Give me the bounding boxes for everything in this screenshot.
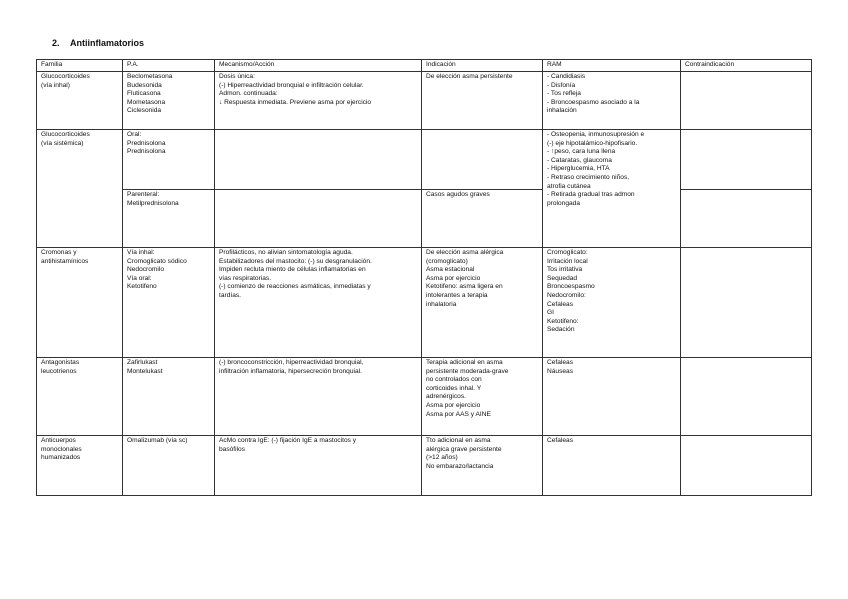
table-row — [37, 248, 812, 358]
section-heading — [52, 38, 144, 48]
cell-line: inhalación — [547, 107, 577, 115]
cell-contraindicacion — [681, 248, 812, 358]
cell-familia — [37, 130, 123, 248]
cell-contraindicacion — [681, 436, 812, 496]
cell-indicacion — [422, 358, 543, 436]
cell-line: - Retraso crecimiento niños, — [547, 173, 630, 181]
cell-line: Asma por ejercicio — [426, 274, 481, 282]
cell-line: Profilácticos, no alivian sintomatología aguda. — [219, 249, 353, 256]
cell-line: Glucocorticoides — [41, 73, 90, 80]
cell-line: - ↑peso, cara luna llena — [547, 148, 616, 156]
cell-line: Cromonas y — [41, 249, 77, 256]
cell-line: Sedación — [547, 326, 575, 334]
cell-contraindicacion — [681, 72, 812, 130]
cell-line: Tos irritativa — [547, 266, 583, 274]
cell-line: Glucocorticoides — [41, 131, 90, 138]
cell-line: No embarazo/lactancia — [426, 462, 494, 470]
cell-line: ↓ Respuesta inmediata. Previene asma por ejercicio — [219, 98, 372, 106]
cell-line: - Hiperglucemia, HTA — [547, 165, 610, 173]
cell-line: Cromoglicato: — [547, 249, 588, 256]
cell-line: Vía oral: — [127, 274, 152, 282]
cell-line: Ketotifeno: asma ligera en — [426, 283, 503, 291]
cell-line: Asma estacional — [426, 266, 475, 274]
cell-ram — [543, 72, 681, 130]
cell-line: (-) broncoconstricción, hiperreactividad bronquial, — [219, 359, 364, 366]
cell-pa — [123, 130, 215, 190]
cell-line: monoclonales — [41, 445, 82, 453]
cell-contraindicacion — [681, 190, 812, 248]
table-row — [37, 436, 812, 496]
cell-line: Terapia adicional en asma — [426, 359, 503, 366]
cell-line: Broncoespasmo — [547, 283, 595, 291]
cell-line: antihistamínicos — [41, 257, 89, 265]
cell-line: Ketotifeno — [127, 283, 157, 291]
cell-ram — [543, 130, 681, 248]
cell-line: Cefaleas — [547, 300, 574, 308]
cell-line: - Retirada gradual tras admon — [547, 191, 635, 199]
cell-familia — [37, 358, 123, 436]
cell-line: inhalatoria — [426, 300, 457, 308]
cell-line: Anticuerpos — [41, 437, 76, 444]
cell-line: Antagonistas — [41, 359, 80, 366]
table-header-row — [37, 60, 812, 72]
cell-line: Budesonida — [127, 81, 162, 89]
cell-line: Omalizumab (vía sc) — [127, 437, 188, 444]
cell-line: alérgica grave persistente — [426, 445, 502, 453]
cell-familia — [37, 72, 123, 130]
cell-line: Montelukast — [127, 367, 163, 375]
cell-line: - Tos refleja — [547, 90, 581, 98]
cell-line: Prednisolona — [127, 139, 166, 147]
cell-line: - Osteopenia, inmunosupresión e — [547, 131, 645, 138]
cell-mecanismo — [215, 436, 422, 496]
cell-line: Cefaleas — [547, 437, 574, 444]
cell-line: Casos agudos graves — [426, 191, 490, 198]
cell-mecanismo — [215, 130, 422, 190]
cell-line: Dosis única: — [219, 73, 255, 80]
cell-ram — [543, 358, 681, 436]
cell-indicacion — [422, 436, 543, 496]
cell-line: Vía inhal: — [127, 249, 155, 256]
cell-familia — [37, 248, 123, 358]
cell-line: Cromoglicato sódico — [127, 257, 187, 265]
cell-mecanismo — [215, 248, 422, 358]
cell-line: corticoides inhal. Y — [426, 384, 482, 392]
cell-line: AcMo contra IgE: (-) fijación IgE a mastocitos y — [219, 437, 357, 444]
cell-line: Admon. continuada: — [219, 90, 278, 98]
cell-contraindicacion — [681, 358, 812, 436]
cell-line: Metilprednisolona — [127, 199, 179, 207]
cell-line: Oral: — [127, 131, 142, 138]
cell-line: persistente moderada-grave — [426, 367, 509, 375]
table-row — [37, 130, 812, 190]
cell-line: (vía inhal) — [41, 81, 70, 89]
cell-line: infiltración inflamatoria, hipersecreción bronquial. — [219, 367, 362, 375]
cell-line: Parenteral: — [127, 191, 160, 198]
header-contraindicacion: Contraindicación — [681, 60, 812, 72]
cell-line: De elección asma persistente — [426, 73, 513, 80]
cell-line: Asma por AAS y AINE — [426, 410, 491, 418]
cell-line: GI — [547, 309, 554, 317]
cell-indicacion — [422, 190, 543, 248]
cell-pa — [123, 190, 215, 248]
cell-line: Mometasona — [127, 98, 166, 106]
cell-pa — [123, 436, 215, 496]
header-mecanismo: Mecanismo/Acción — [215, 60, 422, 72]
cell-pa — [123, 72, 215, 130]
cell-line: Irritación local — [547, 257, 588, 265]
cell-mecanismo — [215, 358, 422, 436]
table-row — [37, 72, 812, 130]
cell-line: Ciclesonida — [127, 107, 162, 115]
header-familia: Familia — [37, 60, 123, 72]
cell-line: - Broncoespasmo asociado a la — [547, 98, 640, 106]
cell-line: basófilos — [219, 445, 246, 453]
table-row — [37, 190, 812, 248]
cell-line: Náuseas — [547, 367, 574, 375]
cell-line: Nedocromilo — [127, 266, 165, 274]
cell-line: - Disfonía — [547, 81, 576, 89]
cell-line: (-) comienzo de reacciones asmáticas, inmediatas y — [219, 283, 371, 291]
cell-line: Asma por ejercicio — [426, 401, 481, 409]
cell-indicacion — [422, 248, 543, 358]
cell-pa — [123, 358, 215, 436]
cell-line: intolerantes a terapia — [426, 291, 488, 299]
cell-line: humanizados — [41, 454, 81, 462]
cell-line: - Candidiasis — [547, 73, 586, 80]
cell-line: leucotrienos — [41, 367, 77, 375]
section-number: 2. — [52, 38, 60, 48]
cell-ram — [543, 436, 681, 496]
cell-line: (vía sistémica) — [41, 139, 84, 147]
cell-line: atrofia cutánea — [547, 182, 591, 190]
cell-mecanismo — [215, 72, 422, 130]
header-indicacion: Indicación — [422, 60, 543, 72]
cell-line: Impiden recluta miento de células inflamatorias en — [219, 266, 366, 274]
cell-line: no controlados con — [426, 376, 482, 384]
cell-line: (cromoglicato) — [426, 257, 468, 265]
cell-mecanismo — [215, 190, 422, 248]
cell-ram — [543, 248, 681, 358]
table-row — [37, 358, 812, 436]
cell-line: prolongada — [547, 199, 580, 207]
cell-line: Sequedad — [547, 274, 578, 282]
cell-line: Nedocromilo: — [547, 291, 586, 299]
cell-line: (-) eje hipotalámico-hipofisario. — [547, 139, 638, 147]
cell-line: vías respiratorias. — [219, 274, 272, 282]
header-pa: P.A. — [123, 60, 215, 72]
cell-contraindicacion — [681, 130, 812, 190]
cell-pa — [123, 248, 215, 358]
header-ram: RAM — [543, 60, 681, 72]
cell-line: (-) Hiperreactividad bronquial e infiltración celular. — [219, 81, 364, 89]
cell-line: Beclometasona — [127, 73, 173, 80]
cell-line: Tto adicional en asma — [426, 437, 491, 444]
cell-line: Fluticasona — [127, 90, 161, 98]
cell-familia — [37, 436, 123, 496]
section-title: Antiinflamatorios — [70, 38, 145, 48]
cell-line: tardías. — [219, 291, 241, 299]
cell-line: Estabilizadores del mastocito: (-) su desgranulación. — [219, 257, 372, 265]
cell-indicacion — [422, 72, 543, 130]
cell-line: Prednisolona — [127, 148, 166, 156]
cell-line: (>12 años) — [426, 454, 458, 462]
cell-indicacion — [422, 130, 543, 190]
cell-line: - Cataratas, glaucoma — [547, 156, 612, 164]
cell-line: adrenérgicos. — [426, 393, 466, 401]
cell-line: Cefaleas — [547, 359, 574, 366]
cell-line: Zafirlukast — [127, 359, 158, 366]
cell-line: De elección asma alérgica — [426, 249, 504, 256]
drug-table — [36, 59, 812, 496]
cell-line: Ketotifeno: — [547, 317, 579, 325]
